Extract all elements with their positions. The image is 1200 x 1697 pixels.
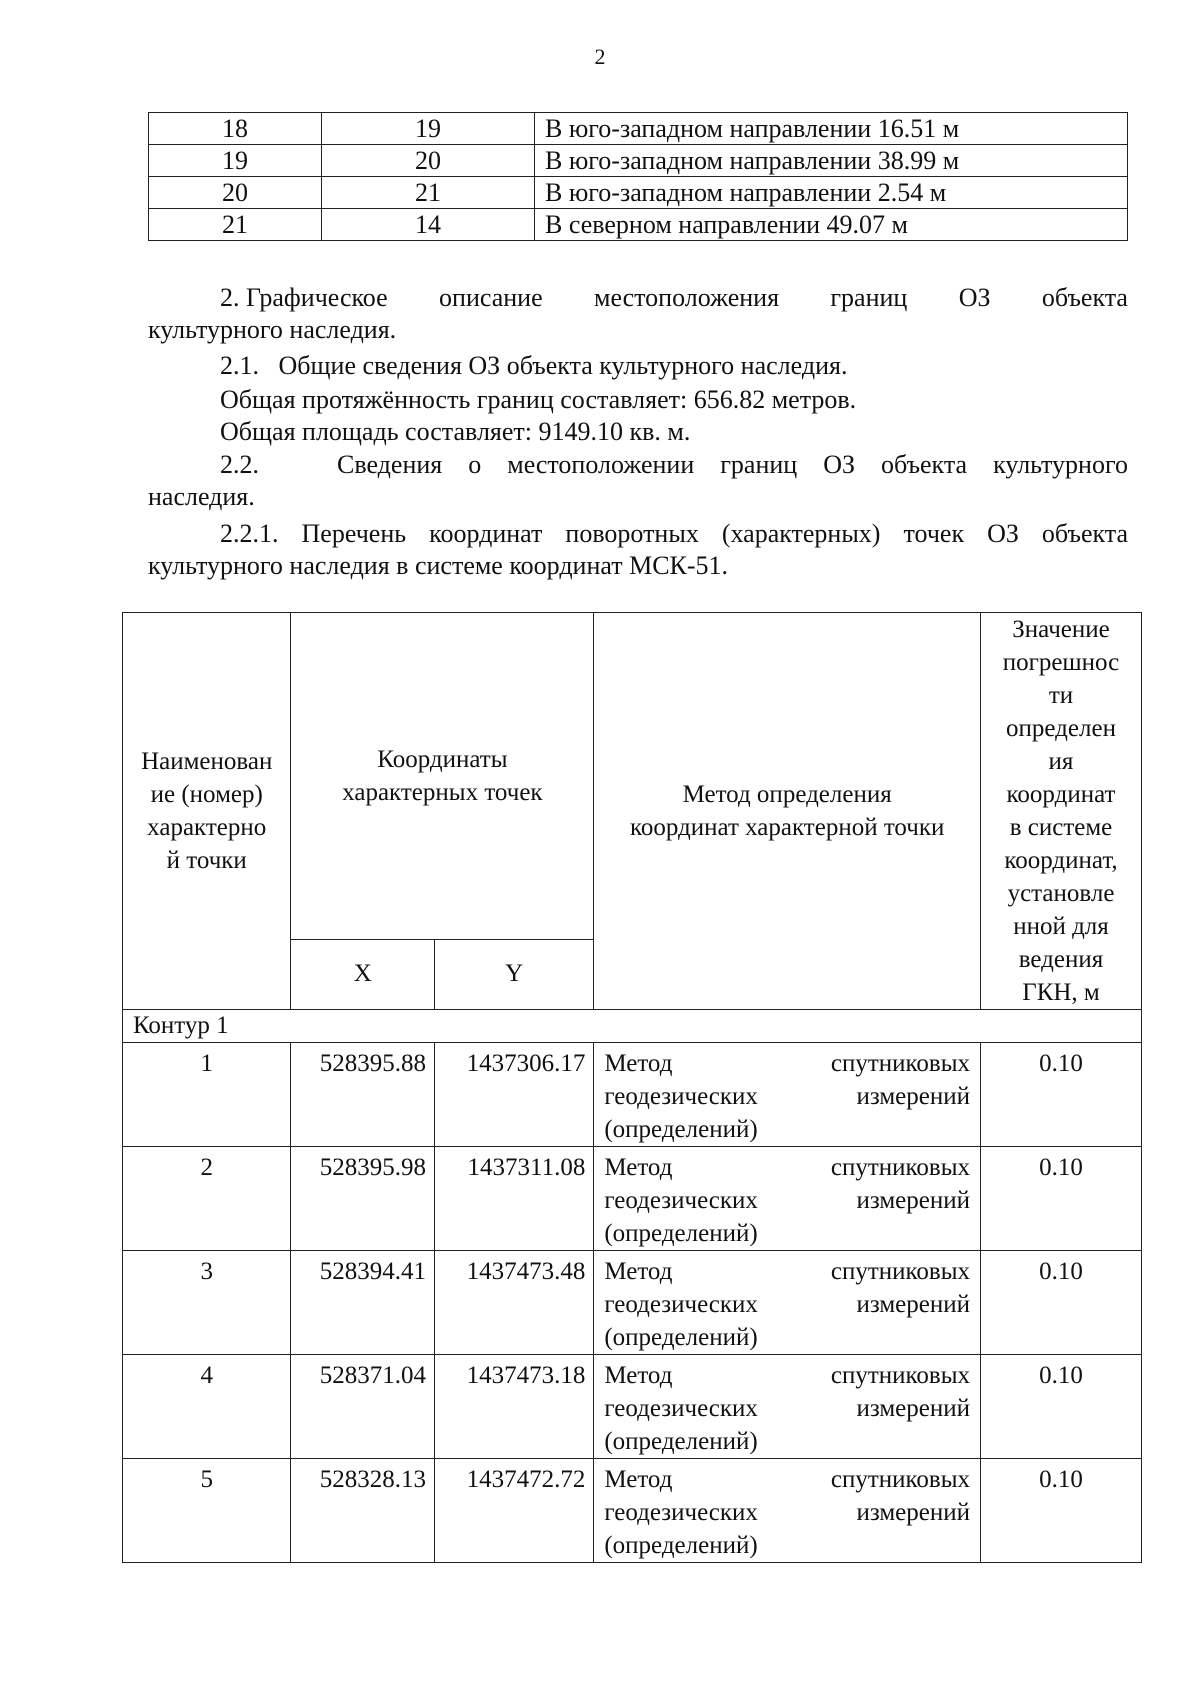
header-line: Метод определения	[682, 781, 892, 808]
point-number: 1	[123, 1043, 291, 1147]
header-line: нной для	[1013, 913, 1109, 940]
header-coordinates	[291, 613, 594, 940]
segment-to: 19	[322, 113, 535, 145]
table-row	[123, 1043, 1142, 1147]
header-method	[594, 613, 981, 1010]
method-word: Метод	[604, 1362, 673, 1389]
segment-description: В юго-западном направлении 38.99 м	[535, 145, 1128, 177]
point-x: 528328.13	[291, 1459, 435, 1563]
point-x: 528394.41	[291, 1251, 435, 1355]
segment-from: 19	[149, 145, 322, 177]
contour-label: Контур 1	[123, 1010, 1142, 1043]
method-word: спутниковых	[830, 1050, 970, 1077]
table-row	[149, 145, 1128, 177]
segment-to: 20	[322, 145, 535, 177]
point-number: 5	[123, 1459, 291, 1563]
method-word: геодезических	[604, 1083, 758, 1110]
item-2-2-1-line-2: культурного наследия в системе координат МСК-51.	[148, 551, 729, 580]
table-row	[149, 177, 1128, 209]
point-method	[594, 1147, 981, 1251]
segment-table	[148, 112, 1128, 241]
point-method	[594, 1355, 981, 1459]
header-line: определен	[1006, 715, 1116, 742]
method-word: (определений)	[604, 1116, 758, 1143]
table-row	[123, 1459, 1142, 1563]
item-2-2-1-line-1: 2.2.1. Перечень координат поворотных (характерных) точек ОЗ объекта	[220, 519, 1128, 548]
point-y: 1437472.72	[435, 1459, 594, 1563]
point-method	[594, 1043, 981, 1147]
segment-to: 21	[322, 177, 535, 209]
header-line: Наименован	[141, 748, 273, 775]
method-word: спутниковых	[830, 1466, 970, 1493]
header-line: координат характерной точки	[629, 814, 945, 841]
point-error: 0.10	[981, 1459, 1142, 1563]
header-x: X	[291, 939, 435, 1009]
table-row	[123, 1251, 1142, 1355]
method-word: геодезических	[604, 1499, 758, 1526]
method-word: измерений	[856, 1187, 970, 1214]
item-2-2-1	[148, 518, 1128, 582]
header-line: й точки	[166, 847, 247, 874]
header-line: координат	[1006, 781, 1116, 808]
segment-to: 14	[322, 209, 535, 241]
point-method	[594, 1459, 981, 1563]
total-area: Общая площадь составляет: 9149.10 кв. м.	[220, 417, 691, 446]
header-line: характерно	[147, 814, 267, 841]
header-line: ие (номер)	[150, 781, 263, 808]
header-line: Координаты	[377, 745, 508, 773]
table-row	[149, 113, 1128, 145]
heading-word: местоположения	[593, 283, 780, 312]
header-line: установле	[1007, 880, 1115, 907]
point-x: 528395.88	[291, 1043, 435, 1147]
point-error: 0.10	[981, 1147, 1142, 1251]
heading-line-2: культурного наследия.	[148, 315, 397, 344]
heading-word: границ	[830, 283, 908, 312]
method-word: геодезических	[604, 1395, 758, 1422]
table-row	[123, 1147, 1142, 1251]
method-word: геодезических	[604, 1291, 758, 1318]
method-word: Метод	[604, 1258, 673, 1285]
point-number: 3	[123, 1251, 291, 1355]
point-y: 1437473.18	[435, 1355, 594, 1459]
method-word: геодезических	[604, 1187, 758, 1214]
header-line: ГКН, м	[1022, 979, 1100, 1006]
method-word: Метод	[604, 1466, 673, 1493]
table-row	[149, 209, 1128, 241]
item-2-1: 2.1. Общие сведения ОЗ объекта культурного наследия.	[220, 351, 848, 380]
segment-from: 20	[149, 177, 322, 209]
method-word: (определений)	[604, 1324, 758, 1351]
point-number: 4	[123, 1355, 291, 1459]
table-row	[123, 1355, 1142, 1459]
point-x: 528395.98	[291, 1147, 435, 1251]
method-word: (определений)	[604, 1428, 758, 1455]
item-2-2	[148, 449, 1128, 513]
heading-word: ОЗ	[958, 283, 991, 312]
point-method	[594, 1251, 981, 1355]
total-length: Общая протяжённость границ составляет: 656.82 метров.	[220, 385, 857, 414]
segment-description: В юго-западном направлении 16.51 м	[535, 113, 1128, 145]
item-2-2-line-2: наследия.	[148, 482, 255, 511]
point-y: 1437473.48	[435, 1251, 594, 1355]
segment-from: 18	[149, 113, 322, 145]
header-line: в системе	[1009, 814, 1113, 841]
heading-word: 2. Графическое	[220, 283, 388, 312]
point-y: 1437311.08	[435, 1147, 594, 1251]
method-word: измерений	[856, 1499, 970, 1526]
header-line: ти	[1048, 682, 1074, 709]
point-error: 0.10	[981, 1043, 1142, 1147]
point-error: 0.10	[981, 1355, 1142, 1459]
section-2-heading	[148, 282, 1128, 346]
header-line: Значение	[1012, 616, 1110, 643]
point-error: 0.10	[981, 1251, 1142, 1355]
method-word: измерений	[856, 1083, 970, 1110]
method-word: (определений)	[604, 1532, 758, 1559]
method-word: (определений)	[604, 1220, 758, 1247]
header-line: координат,	[1004, 847, 1118, 874]
method-word: Метод	[604, 1050, 673, 1077]
header-row	[123, 613, 1142, 940]
header-point-name	[123, 613, 291, 1010]
method-word: спутниковых	[830, 1362, 970, 1389]
point-y: 1437306.17	[435, 1043, 594, 1147]
method-word: измерений	[856, 1395, 970, 1422]
segment-description: В северном направлении 49.07 м	[535, 209, 1128, 241]
method-word: спутниковых	[830, 1258, 970, 1285]
header-line: ия	[1048, 748, 1074, 775]
header-y: Y	[435, 939, 594, 1009]
header-line: ведения	[1018, 946, 1104, 973]
segment-from: 21	[149, 209, 322, 241]
method-word: спутниковых	[830, 1154, 970, 1181]
coordinates-table	[122, 612, 1142, 1563]
page-number: 2	[594, 44, 606, 69]
header-error	[981, 613, 1142, 1010]
segment-description: В юго-западном направлении 2.54 м	[535, 177, 1128, 209]
header-line: погрешнос	[1002, 649, 1120, 676]
header-line: характерных точек	[342, 778, 543, 806]
item-2-2-line-1: 2.2. Сведения о местоположении границ ОЗ объекта культурного	[220, 450, 1128, 479]
point-x: 528371.04	[291, 1355, 435, 1459]
heading-word: объекта	[1041, 283, 1128, 312]
contour-row	[123, 1010, 1142, 1043]
heading-word: описание	[439, 283, 543, 312]
method-word: Метод	[604, 1154, 673, 1181]
point-number: 2	[123, 1147, 291, 1251]
method-word: измерений	[856, 1291, 970, 1318]
